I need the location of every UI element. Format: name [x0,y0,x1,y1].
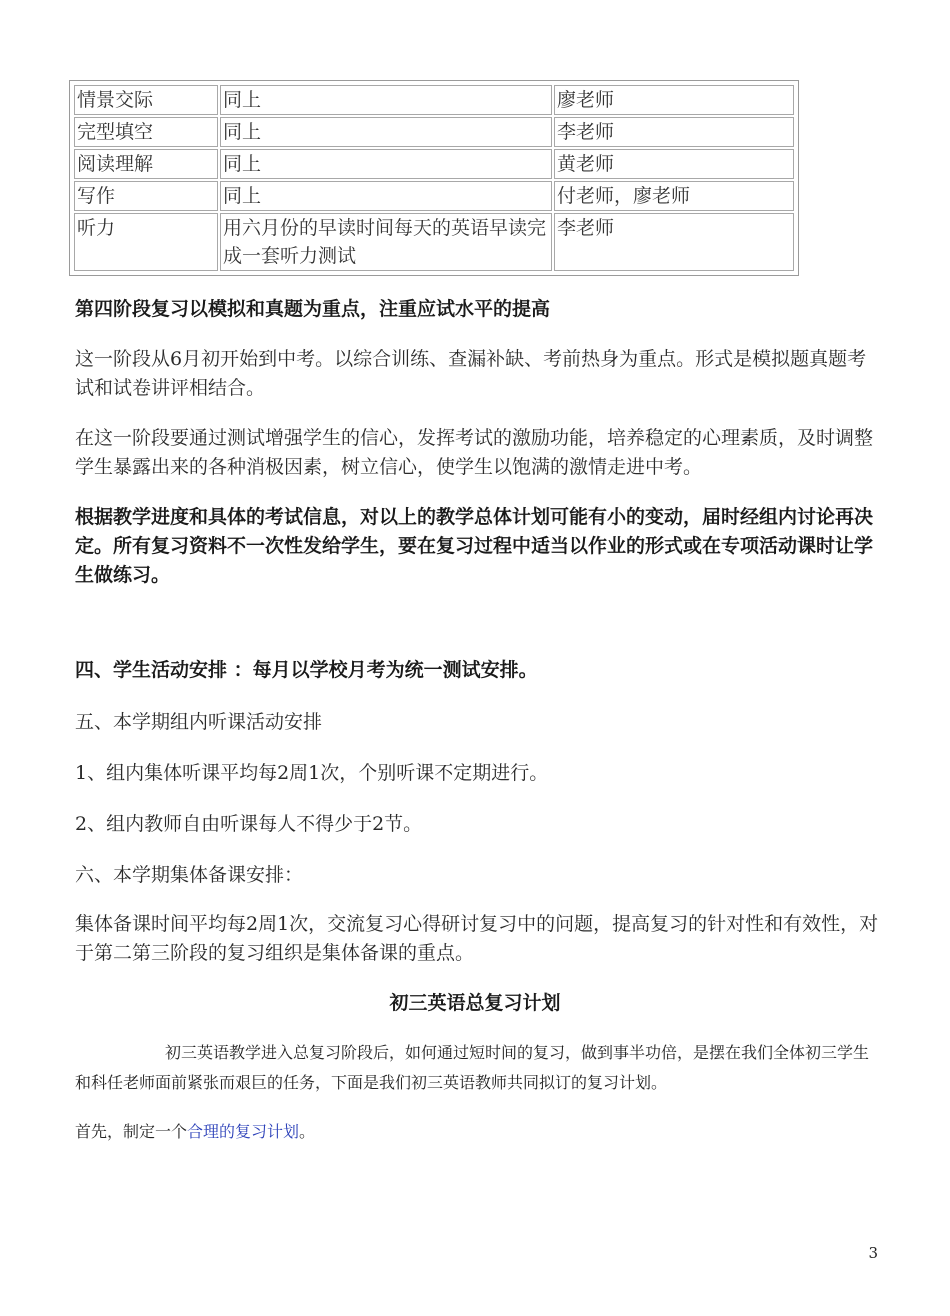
section-5-heading: 五、本学期组内听课活动安排 [75,711,323,733]
table-row [74,213,794,271]
section-6-heading: 六、本学期集体备课安排： [75,864,304,886]
section-4-heading: 四、学生活动安排 ：每月以学校月考为统一测试安排。 [75,659,538,681]
first-step-suffix: 。 [299,1122,316,1141]
stage4-heading: 第四阶段复习以模拟和真题为重点，注重应试水平的提高 [75,298,551,320]
table-row [74,117,794,147]
plan-first-step [75,1117,880,1147]
table-cell-plan: 同上 [220,149,552,179]
table-cell-plan: 同上 [220,85,552,115]
list-item: 2、组内教师自由听课每人不得少于2节。 [75,813,423,835]
plan-intro: 初三英语教学进入总复习阶段后，如何通过短时间的复习，做到事半功倍，是摆在我们全体初三学生和科任老师面前紧张而艰巨的任务，下面是我们初三英语教师共同拟订的复习计划。 [75,1043,870,1092]
table-cell-teacher: 付老师，廖老师 [554,181,794,211]
table-cell-teacher: 黄老师 [554,149,794,179]
table-cell-plan: 同上 [220,181,552,211]
reasonable-plan-link[interactable]: 合理的复习计划 [187,1122,300,1141]
stage4-paragraph-2: 在这一阶段要通过测试增强学生的信心，发挥考试的激励功能，培养稳定的心理素质，及时调整学生暴露出来的各种消极因素，树立信心，使学生以饱满的激情走进中考。 [75,427,874,478]
page-number: 3 [868,1244,878,1262]
table-row [74,85,794,115]
table-row [74,181,794,211]
table-cell-item: 情景交际 [74,85,218,115]
table-cell-plan: 同上 [220,117,552,147]
stage4-paragraph-1: 这一阶段从6月初开始到中考。以综合训练、查漏补缺、考前热身为重点。形式是模拟题真题考试和试卷讲评相结合。 [75,348,867,399]
table-cell-item: 听力 [74,213,218,271]
list-item: 1、组内集体听课平均每2周1次，个别听课不定期进行。 [75,762,549,784]
table-cell-teacher: 廖老师 [554,85,794,115]
plan-title: 初三英语总复习计划 [389,992,561,1014]
table-cell-item: 完型填空 [74,117,218,147]
lesson-prep-paragraph: 集体备课时间平均每2周1次，交流复习心得研讨复习中的问题，提高复习的针对性和有效性，对于第二第三阶段的复习组织是集体备课的重点。 [75,913,879,964]
table-row [74,149,794,179]
table-cell-item: 写作 [74,181,218,211]
table-cell-item: 阅读理解 [74,149,218,179]
plan-change-note: 根据教学进度和具体的考试信息，对以上的教学总体计划可能有小的变动，届时经组内讨论再决定。所有复习资料不一次性发给学生，要在复习过程中适当以作业的形式或在专项活动课时让学生做练习。 [75,506,874,586]
table-cell-teacher: 李老师 [554,117,794,147]
table-cell-plan: 用六月份的早读时间每天的英语早读完成一套听力测试 [220,213,552,271]
task-table [69,80,799,276]
first-step-prefix: 首先，制定一个 [75,1122,188,1141]
table-cell-teacher: 李老师 [554,213,794,271]
